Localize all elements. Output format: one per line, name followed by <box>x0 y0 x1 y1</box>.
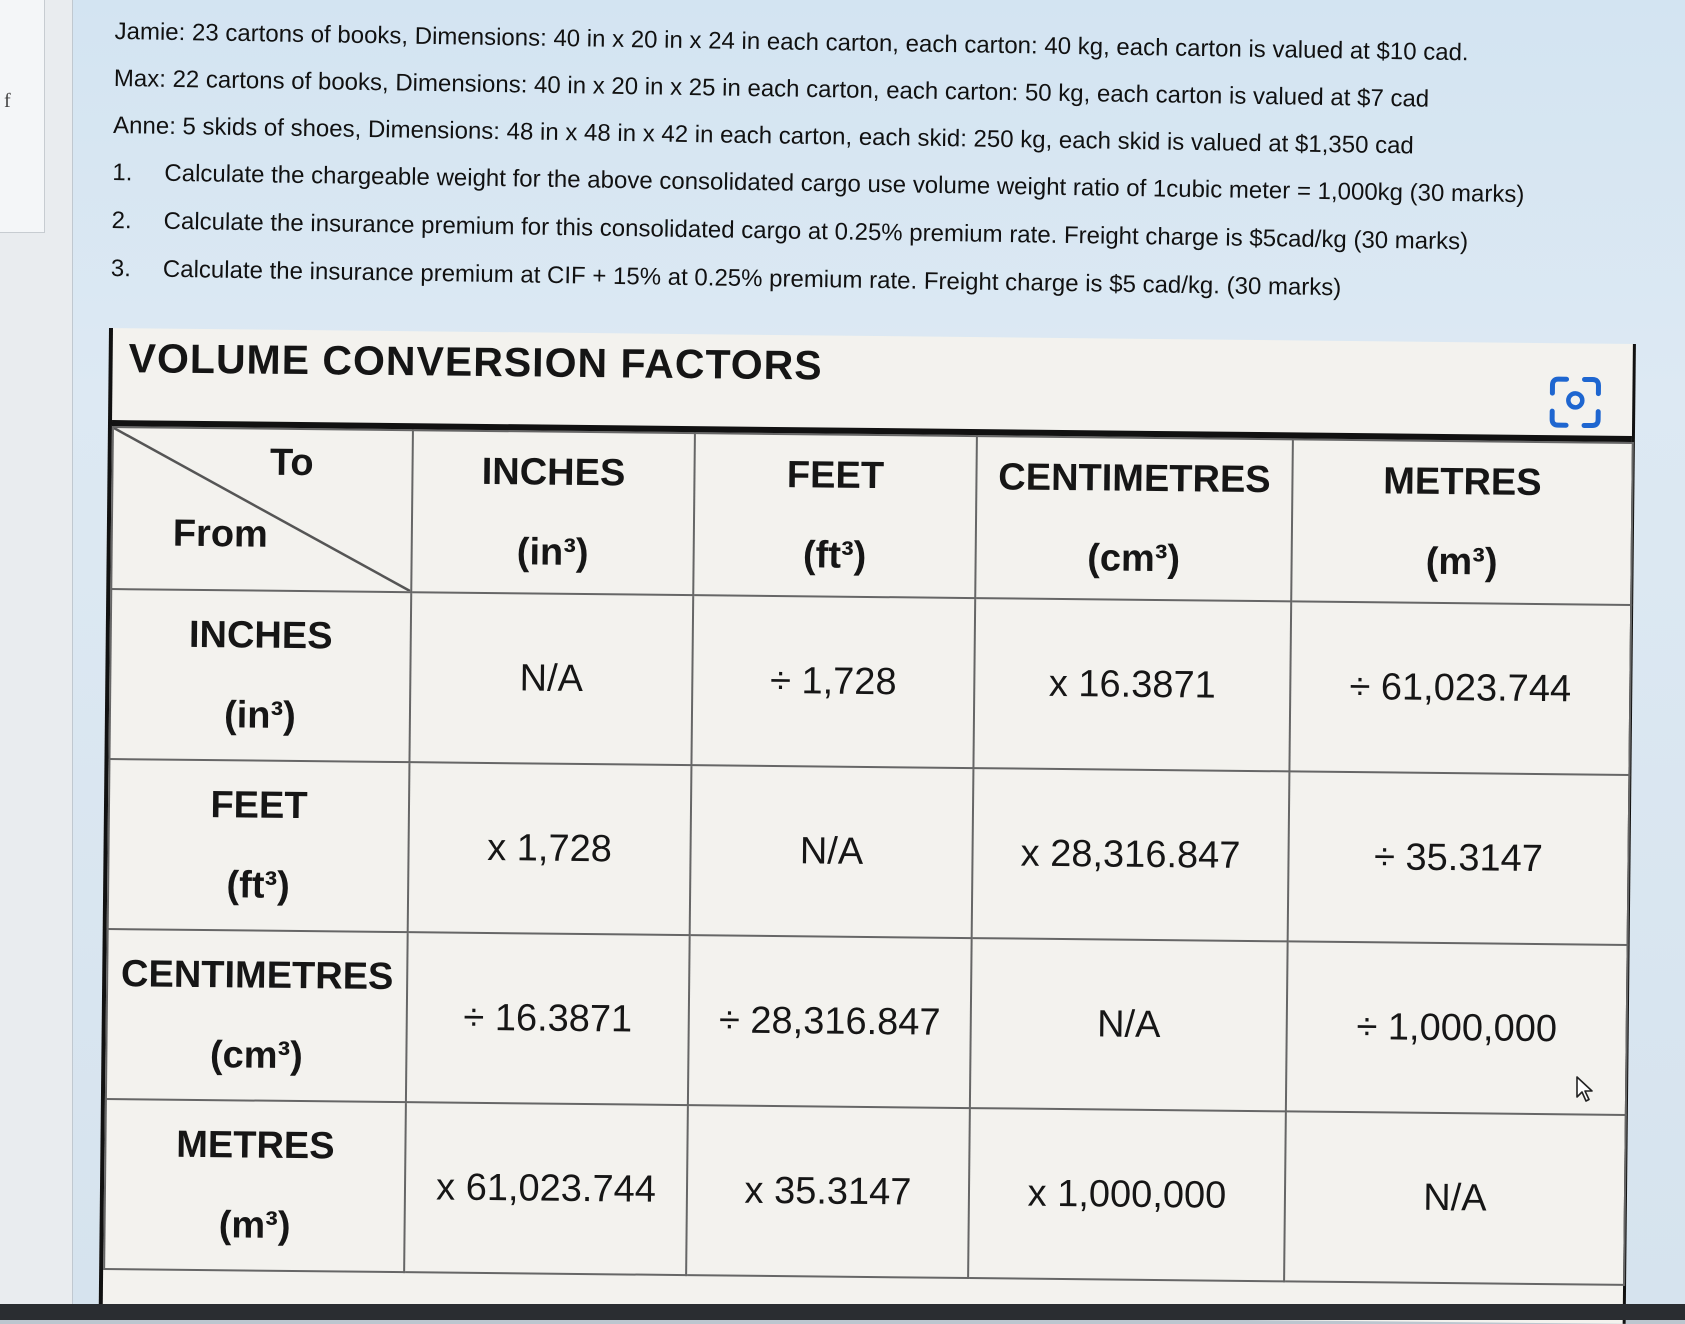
table-cell: x 1,728 <box>408 762 692 935</box>
row-unit: (in³) <box>223 694 297 737</box>
mouse-pointer-icon <box>1575 1075 1597 1103</box>
conversion-table-card <box>99 328 1636 1324</box>
row-header-centimetres <box>106 929 408 1102</box>
table-cell: x 61,023.744 <box>404 1102 688 1275</box>
row-unit: (cm³) <box>209 1034 304 1078</box>
table-row-centimetres <box>106 929 1628 1115</box>
column-header-centimetres <box>975 436 1293 601</box>
row-name: CENTIMETRES <box>120 953 394 999</box>
row-name: INCHES <box>188 613 333 658</box>
table-cell: x 35.3147 <box>686 1105 970 1278</box>
screen-bottom-edge <box>0 1304 1685 1320</box>
table-cell: ÷ 35.3147 <box>1288 771 1630 945</box>
table-row-inches <box>109 589 1631 775</box>
shipment-anne: Anne: 5 skids of shoes, Dimensions: 48 in x 48 in x 42 in each carton, each skid: 250 kg, each skid is valued at $1,350 cad <box>112 111 1414 160</box>
column-unit: (m³) <box>1425 540 1498 584</box>
table-header-row <box>111 427 1633 605</box>
column-name: FEET <box>786 454 885 498</box>
corner-cell <box>111 427 413 592</box>
conversion-table <box>103 426 1634 1286</box>
column-header-feet <box>693 433 977 598</box>
corner-from-label: From <box>172 512 269 556</box>
table-cell: N/A <box>409 592 693 765</box>
table-cell: ÷ 28,316.847 <box>688 935 972 1108</box>
column-name: INCHES <box>481 450 626 495</box>
column-unit: (cm³) <box>1086 537 1181 581</box>
table-title <box>112 328 1633 442</box>
table-cell: ÷ 16.3871 <box>406 932 690 1105</box>
table-cell: N/A <box>690 765 974 938</box>
table-title-text: VOLUME CONVERSION FACTORS <box>128 335 823 389</box>
row-name: FEET <box>210 784 308 828</box>
question-number: 2. <box>111 206 132 235</box>
visual-lookup-icon[interactable] <box>1548 375 1603 430</box>
question-number: 3. <box>110 254 132 283</box>
row-header-feet <box>108 759 410 932</box>
side-panel <box>0 0 45 233</box>
document-page <box>72 0 1685 1304</box>
shipment-max: Max: 22 cartons of books, Dimensions: 40 in x 20 in x 25 in each carton, each carton: 50 kg, each carton is valued at $7 cad <box>113 64 1430 113</box>
table-cell: ÷ 1,728 <box>691 595 975 768</box>
table-cell: N/A <box>970 938 1288 1111</box>
row-name: METRES <box>176 1123 335 1168</box>
corner-to-label: To <box>269 441 314 485</box>
table-cell: N/A <box>1284 1111 1626 1285</box>
column-name: CENTIMETRES <box>998 456 1271 502</box>
table-cell: x 28,316.847 <box>972 768 1290 941</box>
table-cell: x 16.3871 <box>973 598 1291 771</box>
row-unit: (m³) <box>218 1204 291 1247</box>
side-panel-letter: f <box>4 90 11 112</box>
column-name: METRES <box>1383 460 1542 505</box>
column-unit: (ft³) <box>802 534 867 577</box>
table-row-feet <box>108 759 1630 945</box>
row-header-metres <box>104 1099 406 1272</box>
column-header-metres <box>1291 439 1633 605</box>
table-cell: ÷ 61,023.744 <box>1289 601 1631 775</box>
column-unit: (in³) <box>516 531 589 575</box>
question-text: Calculate the chargeable weight for the above consolidated cargo use volume weight ratio of 1cubic meter = 1,000kg (30 marks) <box>164 159 1525 209</box>
question-text: Calculate the insurance premium for this consolidated cargo at 0.25% premium rate. Freight charge is $5cad/kg (30 marks) <box>163 207 1469 256</box>
column-header-inches <box>411 430 695 595</box>
question-number: 1. <box>112 158 133 187</box>
shipment-jamie: Jamie: 23 cartons of books, Dimensions: 40 in x 20 in x 24 in each carton, each carton: 40 kg, each carton is valued at $10 cad. <box>114 17 1469 67</box>
table-row-metres <box>104 1099 1626 1285</box>
row-unit: (ft³) <box>226 864 291 907</box>
problem-statement <box>111 8 1675 317</box>
table-cell: ÷ 1,000,000 <box>1286 941 1628 1115</box>
row-header-inches <box>109 589 411 762</box>
question-text: Calculate the insurance premium at CIF + 15% at 0.25% premium rate. Freight charge is $5 cad/kg. (30 marks) <box>162 255 1342 302</box>
table-cell: x 1,000,000 <box>968 1108 1286 1281</box>
